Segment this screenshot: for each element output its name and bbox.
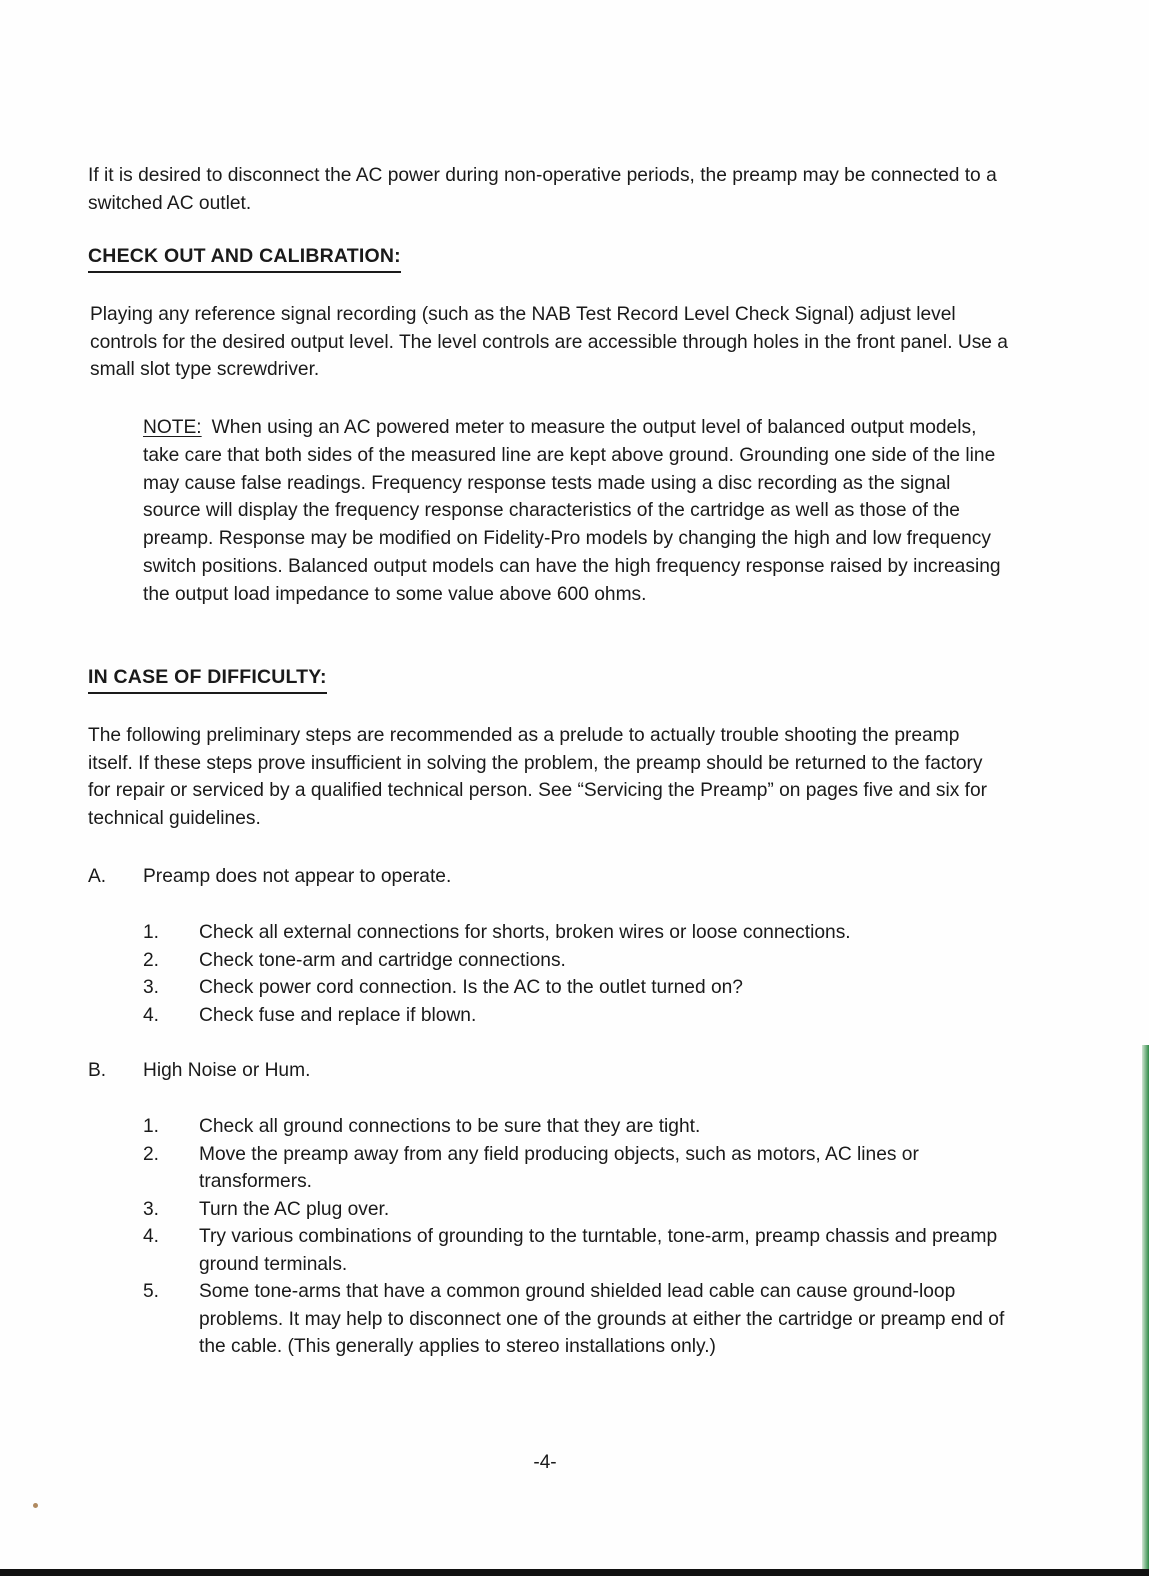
list-item-number: 4. <box>143 1226 160 1247</box>
calibration-note <box>143 414 1013 609</box>
list-item <box>143 1141 1013 1196</box>
list-item-number: 3. <box>143 977 160 998</box>
note-label: NOTE: <box>143 417 202 438</box>
difficulty-paragraph: The following preliminary steps are recommended as a prelude to actually trouble shooting the preamp itself. If these steps prove insufficient in solving the problem, the preamp should be returned to the factory for repair or serviced by a qualified technical person. See “Servicing the Preamp” on pages five and six for technical guidelines. <box>88 725 988 829</box>
scan-edge-bottom <box>0 1569 1149 1576</box>
section-b-text: High Noise or Hum. <box>143 1060 311 1081</box>
checkout-paragraph: Playing any reference signal recording (such as the NAB Test Record Level Check Signal) adjust level controls for the desired output level. The level controls are accessible through holes in the front panel. Use a small slot type screwdriver. <box>90 304 1008 380</box>
note-text: When using an AC powered meter to measure the output level of balanced output models, take care that both sides of the measured line are kept above ground. Grounding one side of the line may cause false readings. Frequency response tests made using a disc recording as the signal source will display the frequency response characteristics of the cartridge as well as those of the preamp. Response may be modified on Fidelity-Pro models by changing the high and low frequency switch positions. Balanced output models can have the high frequency response raised by increasing the output load impedance to some value above 600 ohms. <box>143 417 1001 605</box>
list-item-text: Some tone-arms that have a common ground shielded lead cable can cause ground-loop problems. It may help to disconnect one of the grounds at either the cartridge or preamp end of the cable. (This generally applies to stereo installations only.) <box>199 1281 1005 1357</box>
section-b-list <box>143 1113 1013 1361</box>
list-item-text: Turn the AC plug over. <box>199 1198 390 1220</box>
list-item <box>143 1002 1013 1030</box>
list-item <box>143 1196 1013 1224</box>
difficulty-heading: IN CASE OF DIFFICULTY: <box>88 665 327 694</box>
section-a-list <box>143 919 1013 1029</box>
list-item <box>143 1223 1013 1278</box>
list-item-text: Move the preamp away from any field producing objects, such as motors, AC lines or transformers. <box>199 1143 919 1192</box>
list-item-number: 4. <box>143 1004 160 1026</box>
section-a-title <box>88 863 1008 891</box>
list-item-number: 1. <box>143 1116 160 1137</box>
checkout-heading: CHECK OUT AND CALIBRATION: <box>88 244 401 273</box>
list-item-text: Check tone-arm and cartridge connections. <box>199 949 566 971</box>
section-a-letter: A. <box>88 866 107 887</box>
list-item-text: Check fuse and replace if blown. <box>199 1004 477 1026</box>
list-item-text: Check all ground connections to be sure that they are tight. <box>199 1116 701 1137</box>
list-item <box>143 974 1013 1002</box>
list-item-text: Try various combinations of grounding to the turntable, tone-arm, preamp chassis and preamp ground terminals. <box>199 1226 998 1275</box>
list-item-text: Check power cord connection. Is the AC to the outlet turned on? <box>199 977 743 998</box>
list-item-number: 1. <box>143 922 160 943</box>
list-item-number: 2. <box>143 1143 160 1165</box>
list-item-number: 2. <box>143 949 160 971</box>
list-item <box>143 919 1013 947</box>
section-b-title <box>88 1057 1008 1085</box>
page-number: -4- <box>533 1452 557 1473</box>
scan-edge-green <box>1142 1045 1149 1576</box>
list-item <box>143 1113 1013 1141</box>
scan-speck <box>33 1503 38 1508</box>
list-item-text: Check all external connections for shorts, broken wires or loose connections. <box>199 922 851 943</box>
intro-paragraph: If it is desired to disconnect the AC power during non-operative periods, the preamp may be connected to a switched AC outlet. <box>88 165 997 214</box>
list-item-number: 5. <box>143 1281 160 1302</box>
section-b-letter: B. <box>88 1060 107 1081</box>
section-a-text: Preamp does not appear to operate. <box>143 866 452 887</box>
list-item <box>143 1278 1013 1361</box>
list-item <box>143 947 1013 975</box>
list-item-number: 3. <box>143 1198 160 1220</box>
